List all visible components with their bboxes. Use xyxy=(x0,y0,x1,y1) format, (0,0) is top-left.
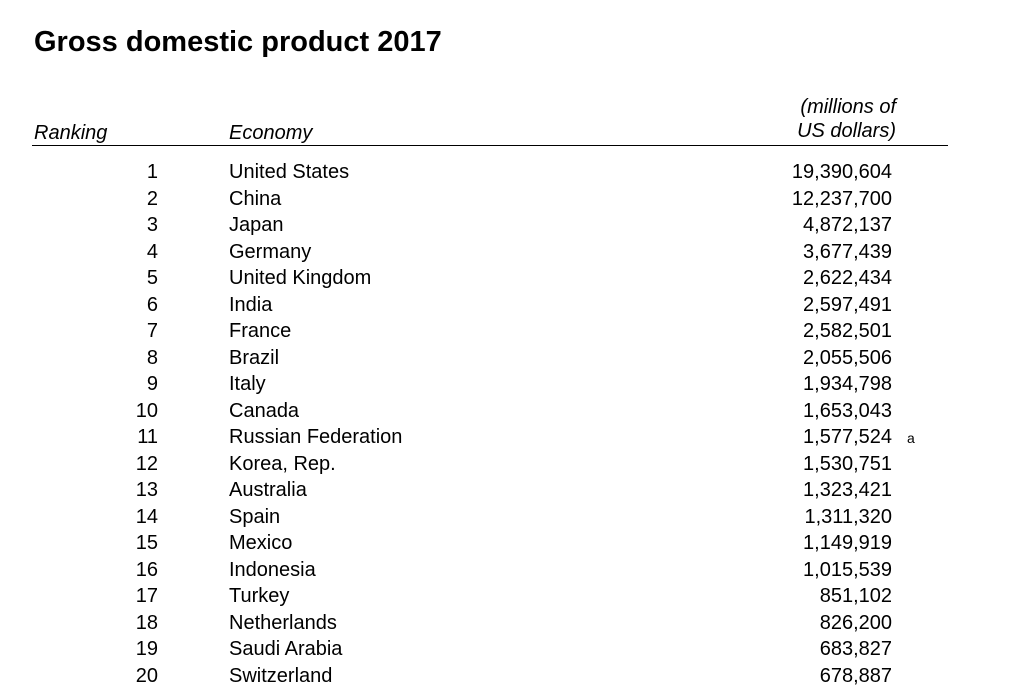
table-row xyxy=(0,371,1014,398)
column-header-ranking: Ranking xyxy=(34,122,108,144)
gdp-value-cell: 851,102 xyxy=(819,585,892,607)
table-row xyxy=(0,610,1014,637)
table-row xyxy=(0,159,1014,186)
gdp-value-cell: 2,055,506 xyxy=(803,346,892,369)
gdp-value-cell: 678,887 xyxy=(819,664,892,687)
gdp-value-cell: 1,323,421 xyxy=(803,479,892,501)
table-row xyxy=(0,636,1014,663)
column-header-value xyxy=(797,95,896,143)
table-row xyxy=(0,504,1014,531)
gdp-value-cell: 1,934,798 xyxy=(803,373,892,395)
gdp-value-cell: 1,577,524 xyxy=(803,426,892,448)
economy-cell: Turkey xyxy=(229,585,290,607)
economy-cell: Korea, Rep. xyxy=(229,452,336,475)
table-row xyxy=(0,345,1014,372)
rank-cell: 2 xyxy=(146,187,158,210)
economy-cell: China xyxy=(229,187,282,210)
rank-cell: 10 xyxy=(135,399,158,422)
rank-cell: 6 xyxy=(146,293,158,316)
rank-cell: 17 xyxy=(135,585,158,607)
table-row xyxy=(0,186,1014,213)
table-row xyxy=(0,530,1014,557)
rank-cell: 3 xyxy=(146,214,158,236)
rank-cell: 11 xyxy=(137,426,158,448)
economy-cell: Japan xyxy=(229,214,284,236)
gdp-table-body xyxy=(0,159,1014,689)
rank-cell: 19 xyxy=(135,638,158,660)
table-row xyxy=(0,239,1014,266)
column-header-economy: Economy xyxy=(229,122,313,144)
rank-cell: 20 xyxy=(135,664,158,687)
gdp-value-cell: 2,582,501 xyxy=(803,320,892,342)
economy-cell: Canada xyxy=(229,399,300,422)
economy-cell: Mexico xyxy=(229,532,293,554)
economy-cell: France xyxy=(229,320,292,342)
rank-cell: 16 xyxy=(135,558,158,581)
gdp-value-cell: 1,530,751 xyxy=(803,452,892,475)
rank-cell: 9 xyxy=(146,373,158,395)
gdp-value-cell: 19,390,604 xyxy=(791,161,892,183)
table-row xyxy=(0,398,1014,425)
table-row xyxy=(0,583,1014,610)
table-row xyxy=(0,663,1014,690)
table-row xyxy=(0,318,1014,345)
gdp-value-cell: 1,311,320 xyxy=(804,505,892,528)
page-title: Gross domestic product 2017 xyxy=(34,26,442,58)
column-header-value-line2: US dollars) xyxy=(797,120,896,142)
table-row xyxy=(0,557,1014,584)
economy-cell: Switzerland xyxy=(229,664,333,687)
economy-cell: Indonesia xyxy=(229,558,316,581)
table-row xyxy=(0,451,1014,478)
gdp-value-cell: 4,872,137 xyxy=(803,214,892,236)
table-row xyxy=(0,212,1014,239)
rank-cell: 8 xyxy=(146,346,158,369)
economy-cell: Italy xyxy=(229,373,266,395)
economy-cell: Netherlands xyxy=(229,611,337,634)
rank-cell: 12 xyxy=(135,452,158,475)
rank-cell: 1 xyxy=(146,161,158,183)
table-row xyxy=(0,265,1014,292)
rank-cell: 5 xyxy=(146,267,158,289)
economy-cell: United States xyxy=(229,161,350,183)
rank-cell: 7 xyxy=(146,320,158,342)
economy-cell: United Kingdom xyxy=(229,267,372,289)
gdp-value-cell: 3,677,439 xyxy=(803,240,892,263)
table-row xyxy=(0,292,1014,319)
rank-cell: 4 xyxy=(146,240,158,263)
economy-cell: Brazil xyxy=(229,346,280,369)
rank-cell: 13 xyxy=(135,479,158,501)
gdp-value-cell: 1,653,043 xyxy=(803,399,892,422)
table-row xyxy=(0,424,1014,451)
gdp-value-cell: 12,237,700 xyxy=(791,187,892,210)
economy-cell: Australia xyxy=(229,479,307,501)
economy-cell: Saudi Arabia xyxy=(229,638,343,660)
rank-cell: 14 xyxy=(135,505,158,528)
gdp-value-cell: 826,200 xyxy=(819,611,892,634)
gdp-value-cell: 2,622,434 xyxy=(803,267,892,289)
economy-cell: Russian Federation xyxy=(229,426,403,448)
economy-cell: Germany xyxy=(229,240,312,263)
gdp-value-cell: 683,827 xyxy=(819,638,892,660)
economy-cell: India xyxy=(229,293,273,316)
footnote-marker: a xyxy=(907,430,915,446)
rank-cell: 15 xyxy=(135,532,158,554)
gdp-value-cell: 1,015,539 xyxy=(803,558,892,581)
economy-cell: Spain xyxy=(229,505,281,528)
gdp-value-cell: 2,597,491 xyxy=(803,293,892,316)
gdp-value-cell: 1,149,919 xyxy=(803,532,892,554)
header-divider xyxy=(32,145,948,146)
column-header-value-line1: (millions of xyxy=(800,96,896,118)
rank-cell: 18 xyxy=(135,611,158,634)
table-row xyxy=(0,477,1014,504)
